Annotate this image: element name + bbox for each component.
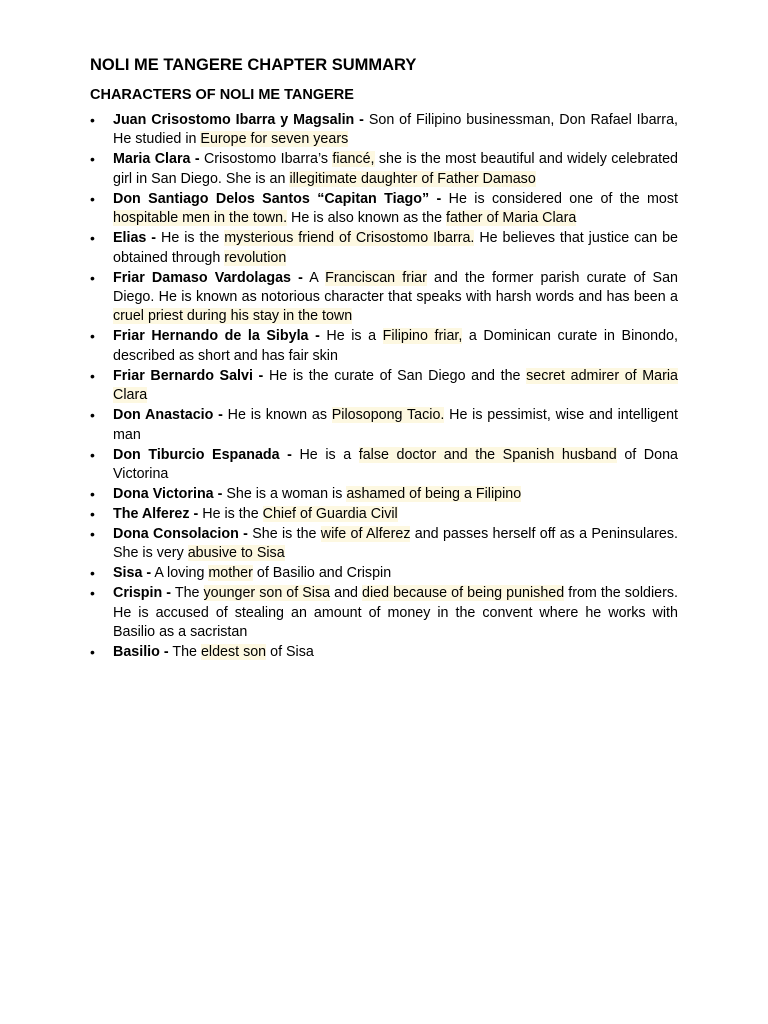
description-text: He believes that justice can be obtained through [113, 230, 678, 266]
description-text: a Dominican curate in Binondo, described as short and has fair skin [113, 328, 678, 364]
character-list-item [90, 190, 678, 229]
description-text: and passes herself off as a Peninsulares. She is very [113, 526, 679, 562]
character-list-item [90, 229, 678, 268]
character-name: Maria Clara - [113, 151, 200, 168]
description-text: from the soldiers. He is accused of stealing an amount of money in the convent where he works with Basilio as a sacristan [113, 585, 678, 641]
bullet-icon: • [90, 526, 95, 543]
description-text: He is known as [222, 407, 332, 424]
highlighted-text: eldest son [200, 644, 267, 661]
highlighted-text: revolution [224, 249, 287, 266]
character-name: Juan Crisostomo Ibarra y Magsalin - [113, 112, 364, 128]
bullet-icon: • [90, 565, 95, 582]
bullet-icon: • [90, 506, 95, 523]
character-name: Dona Consolacion - [113, 526, 248, 543]
highlighted-text: younger son of Sisa [203, 585, 331, 602]
character-list-item [90, 505, 678, 524]
character-name: Crispin - [113, 585, 172, 602]
character-name: Don Anastacio - [113, 407, 223, 424]
character-name: Friar Bernardo Salvi - [113, 367, 264, 384]
highlighted-text: Pilosopong Tacio. [331, 407, 445, 424]
highlighted-text: Chief of Guardia Civil [262, 506, 398, 523]
description-text: of Sisa [266, 644, 314, 661]
description-text: He is pessimist, wise and intelligent man [113, 407, 678, 443]
highlighted-text: mysterious friend of Crisostomo Ibarra. [224, 230, 475, 247]
character-list-item [90, 525, 678, 564]
document-page [90, 54, 678, 663]
character-list-item [90, 269, 678, 327]
description-text: of Basilio and Crispin [252, 565, 392, 582]
bullet-icon: • [90, 486, 95, 503]
description-text: Son of Filipino businessman, Don Rafael Ibarra, He studied in [113, 112, 678, 148]
bullet-icon: • [90, 190, 95, 207]
character-list-item [90, 327, 678, 366]
bullet-icon: • [90, 112, 95, 128]
description-text: The [168, 644, 201, 661]
description-text: He is the curate of San Diego and the [263, 367, 527, 384]
description-text: she is the most beautiful and widely celebrated girl in San Diego. She is an [113, 151, 678, 187]
highlighted-text: false doctor and the Spanish husband [358, 446, 617, 463]
description-text: Crisostomo Ibarra’s [199, 151, 333, 168]
character-list [90, 111, 678, 663]
highlighted-text: Europe for seven years [200, 131, 349, 148]
highlighted-text: abusive to Sisa [187, 545, 285, 562]
bullet-icon: • [90, 151, 95, 168]
highlighted-text: secret admirer of Maria Clara [113, 367, 678, 404]
character-list-item [90, 446, 678, 485]
description-text: He is a [319, 328, 383, 345]
bullet-icon: • [90, 328, 95, 345]
highlighted-text: cruel priest during his stay in the town [113, 308, 353, 325]
character-name: Elias - [113, 230, 157, 247]
highlighted-text: father of Maria Clara [446, 210, 577, 227]
description-text: A [302, 269, 326, 286]
character-name: Sisa - [113, 565, 152, 582]
description-text: He is the [156, 230, 225, 247]
description-text: and the former parish curate of San Diego. He is known as notorious character that speaks with harsh words and has been a [113, 269, 678, 306]
description-text: He is also known as the [287, 210, 446, 227]
description-text: and [330, 585, 363, 602]
description-text: She is the [247, 526, 321, 543]
highlighted-text: Filipino friar, [382, 328, 463, 345]
character-list-item [90, 406, 678, 445]
document-title: NOLI ME TANGERE CHAPTER SUMMARY [90, 56, 417, 74]
highlighted-text: wife of Alferez [320, 526, 411, 543]
character-name: Dona Victorina - [113, 486, 223, 503]
bullet-icon: • [90, 367, 95, 384]
character-list-item [90, 564, 678, 583]
bullet-icon: • [90, 585, 95, 602]
highlighted-text: illegitimate daughter of Father Damaso [289, 170, 536, 187]
description-text: She is a woman is [222, 486, 347, 503]
highlighted-text: hospitable men in the town. [113, 210, 288, 227]
character-name: Don Tiburcio Espanada - [113, 446, 292, 463]
section-title: CHARACTERS OF NOLI ME TANGERE [90, 87, 354, 103]
highlighted-text: mother [208, 565, 253, 582]
character-list-item [90, 150, 678, 189]
description-text: A loving [151, 565, 209, 582]
description-text: He is a [291, 446, 359, 463]
bullet-icon: • [90, 407, 95, 424]
description-text: He is considered one of the most [441, 190, 678, 207]
character-name: Basilio - [113, 644, 169, 661]
character-list-item [90, 643, 678, 662]
bullet-icon: • [90, 269, 95, 286]
character-name: Don Santiago Delos Santos “Capitan Tiago” - [113, 190, 442, 207]
character-list-item [90, 111, 678, 150]
description-text: He is the [198, 506, 263, 523]
character-list-item [90, 584, 678, 642]
character-name: The Alferez - [113, 506, 199, 523]
character-list-item [90, 367, 678, 406]
bullet-icon: • [90, 230, 95, 247]
description-text: of Dona Victorina [113, 446, 678, 483]
highlighted-text: died because of being punished [362, 585, 565, 602]
bullet-icon: • [90, 446, 95, 463]
highlighted-text: fiancé, [332, 151, 375, 168]
character-name: Friar Hernando de la Sibyla - [113, 328, 320, 345]
bullet-icon: • [90, 644, 95, 661]
character-name: Friar Damaso Vardolagas - [113, 269, 303, 286]
highlighted-text: Franciscan friar [325, 269, 427, 286]
highlighted-text: ashamed of being a Filipino [346, 486, 522, 503]
character-list-item [90, 485, 678, 504]
description-text: The [171, 585, 204, 602]
